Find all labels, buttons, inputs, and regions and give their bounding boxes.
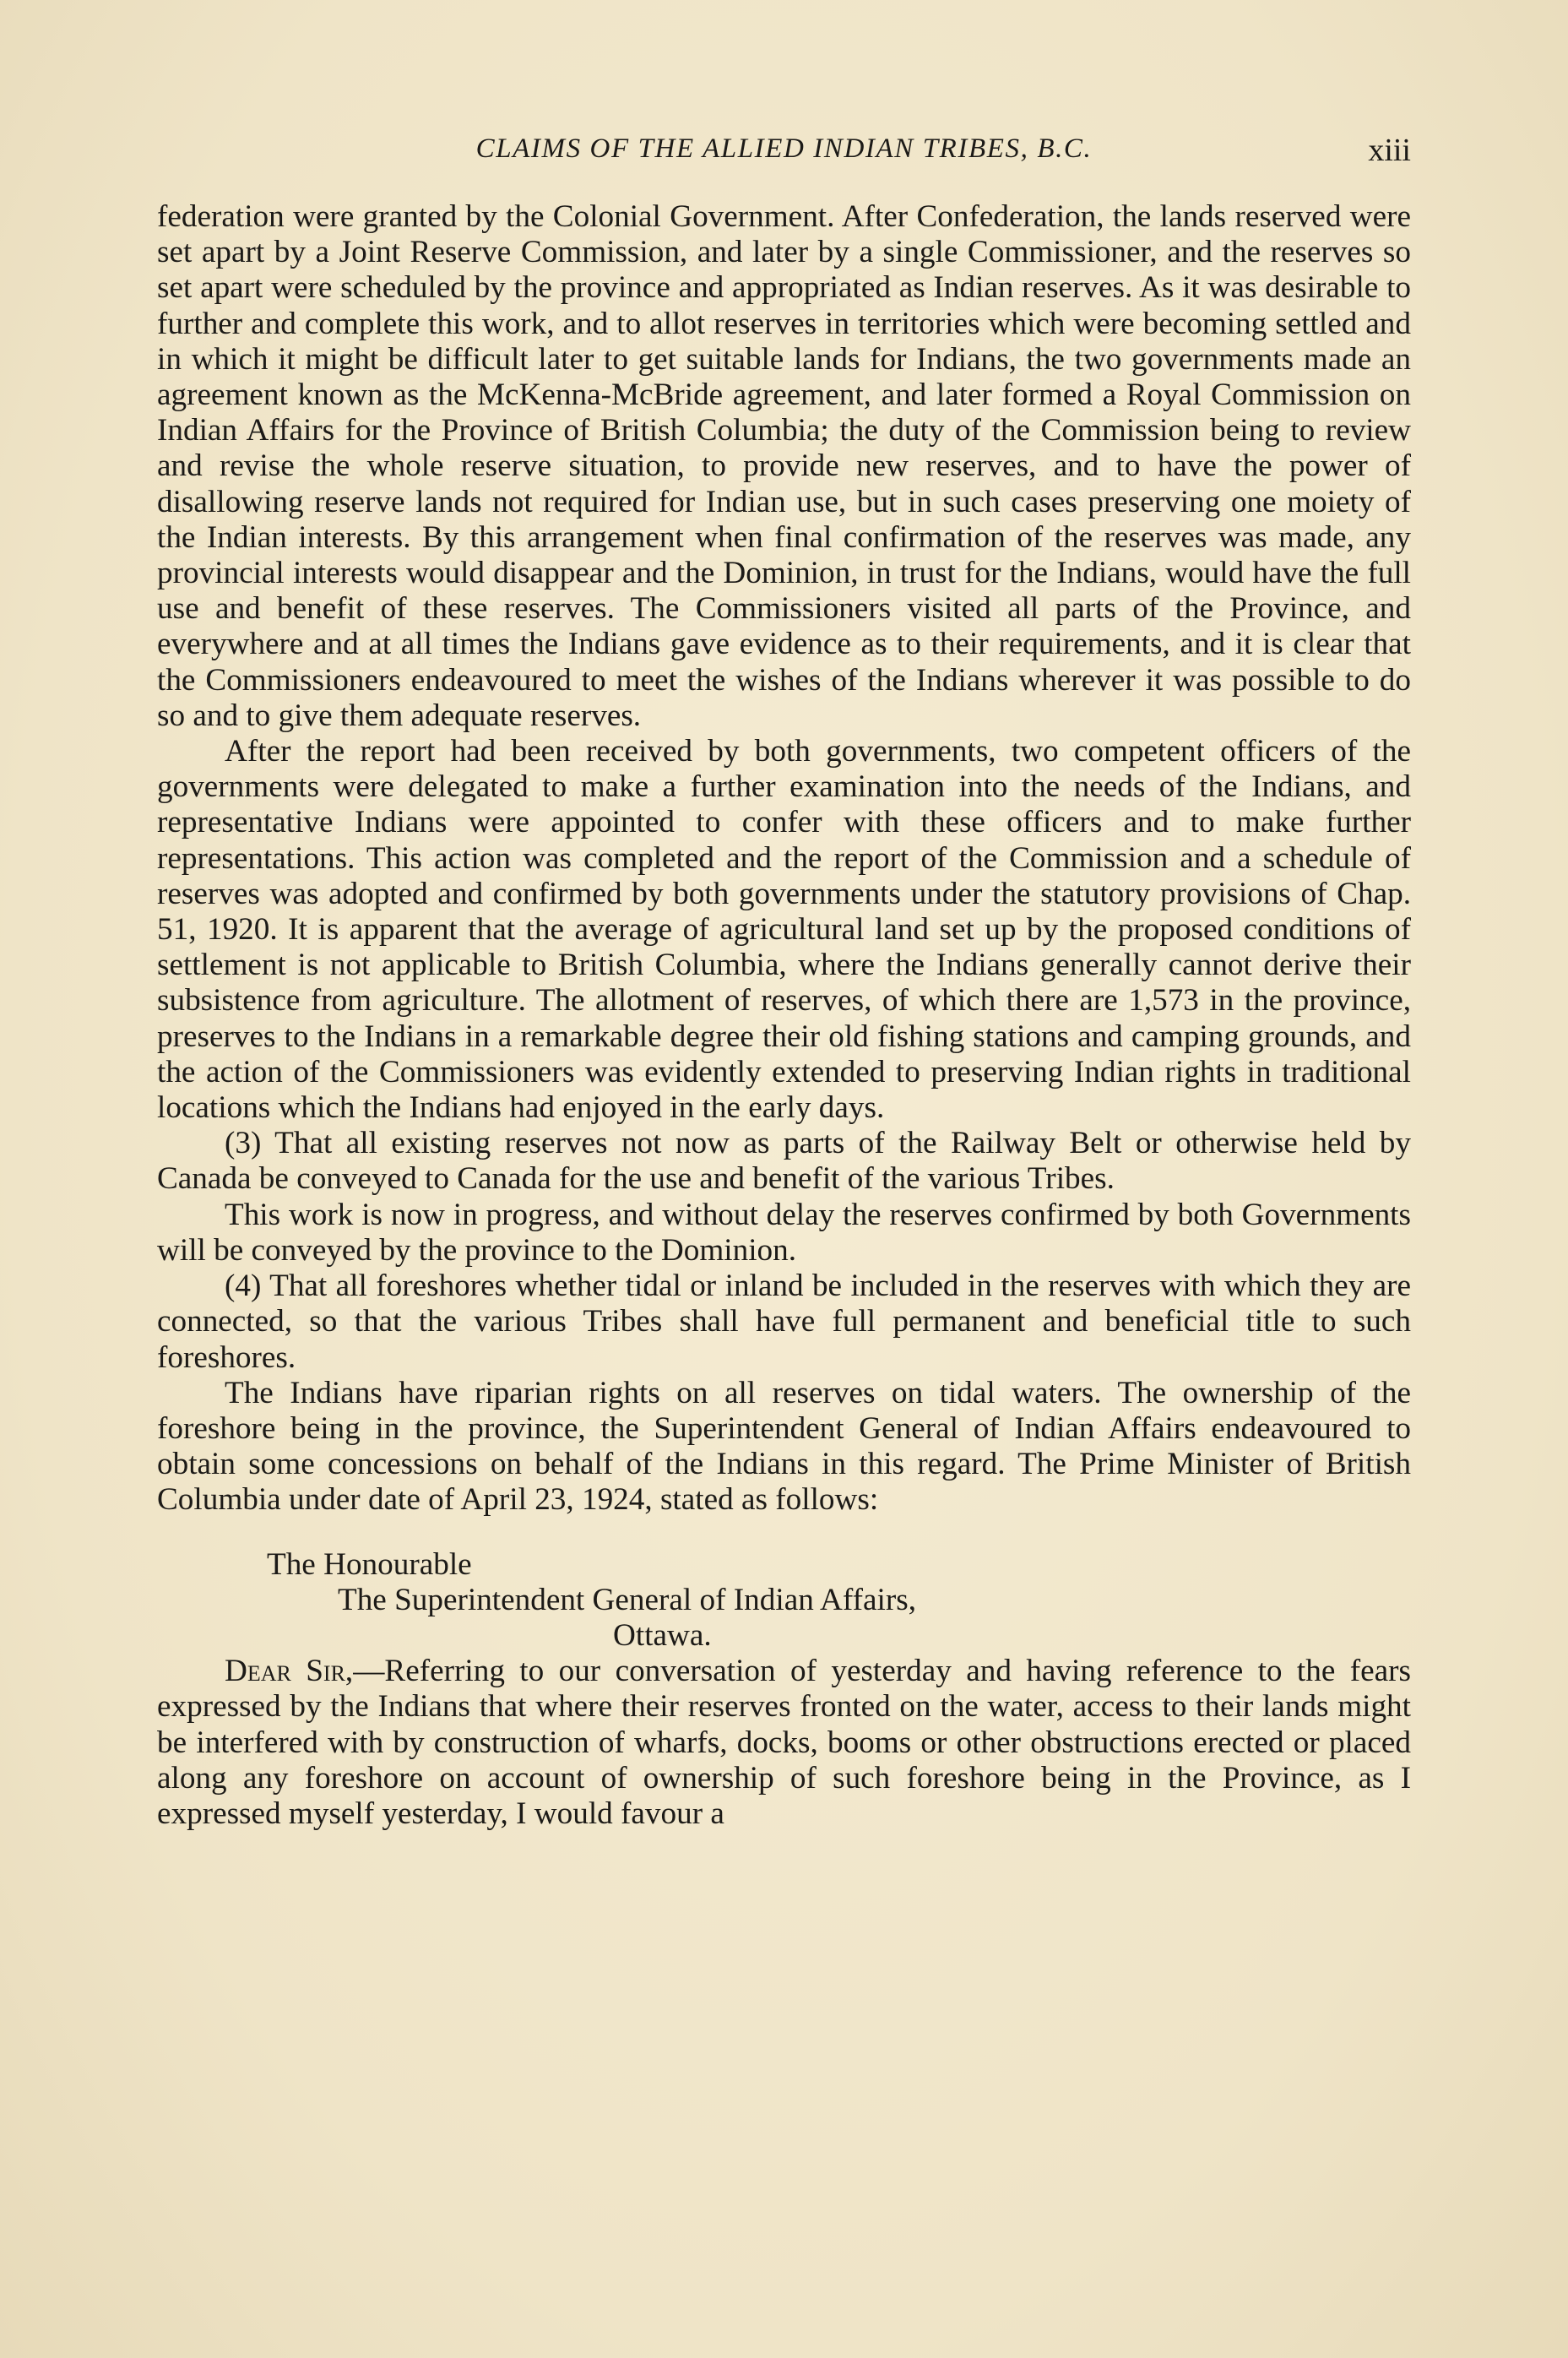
address-line: Ottawa.	[613, 1617, 712, 1653]
paragraph-continued: federation were granted by the Colonial Government. After Confederation, the lands reserved were set apart by a Joint Reserve Commission, and later by a single Commissioner, and the reserves so set apart were scheduled by the province and appropriated as Indian reserves. As it was desirable to further and complete this work, and to allot reserves in territories which were becoming settled and in which it might be difficult later to get suitable lands for Indians, the two governments made an agreement known as the McKenna-McBride agreement, and later formed a Royal Commission on Indian Affairs for the Province of British Columbia; the duty of the Commission being to review and revise the whole reserve situation, to provide new reserves, and to have the power of disallowing reserve lands not required for Indian use, but in such cases preserving one moiety of the Indian interests. By this arrangement when final confirmation of the reserves was made, any provincial interests would disappear and the Dominion, in trust for the Indians, would have the full use and benefit of these reserves. The Commissioners visited all parts of the Province, and everywhere and at all times the Indians gave evidence as to their requirements, and it is clear that the Commissioners endeavoured to meet the wishes of the Indians wherever it was possible to do so and to give them adequate reserves.	[157, 199, 1411, 733]
paragraph-riparian-rights: The Indians have riparian rights on all reserves on tidal waters. The ownership of the foreshore being in the province, the Superintendent General of Indian Affairs endeavoured to obtain some concessions on behalf of the Indians in this regard. The Prime Minister of British Columbia under date of April 23, 1924, stated as follows:	[157, 1375, 1411, 1518]
paragraph-report: After the report had been received by both governments, two competent officers of the governments were delegated to make a further examination into the needs of the Indians, and representative Indians were appointed to confer with these officers and to make further representations. This action was completed and the report of the Commission and a schedule of reserves was adopted and confirmed by both governments under the statutory provisions of Chap. 51, 1920. It is apparent that the average of agricultural land set up by the proposed conditions of settlement is not applicable to British Columbia, where the Indians generally cannot derive their subsistence from agriculture. The allotment of reserves, of which there are 1,573 in the province, preserves to the Indians in a remarkable degree their old fishing stations and camping grounds, and the action of the Commissioners was evidently extended to preserving Indian rights in traditional locations which the Indians had enjoyed in the early days.	[157, 734, 1411, 1126]
paragraph-work-in-progress: This work is now in progress, and without delay the reserves confirmed by both Governments will be conveyed by the province to the Dominion.	[157, 1197, 1411, 1268]
body-text	[157, 199, 1411, 1832]
resolution-3: (3) That all existing reserves not now as parts of the Railway Belt or otherwise held by Canada be conveyed to Canada for the use and benefit of the various Tribes.	[157, 1126, 1411, 1197]
letter-body	[157, 1654, 1411, 1832]
address-line: The Honourable	[267, 1546, 472, 1582]
address-line: The Superintendent General of Indian Affairs,	[338, 1582, 916, 1617]
letter-address	[267, 1547, 1411, 1654]
resolution-4: (4) That all foreshores whether tidal or inland be included in the reserves with which they are connected, so that the various Tribes shall have full permanent and beneficial title to such foreshores.	[157, 1269, 1411, 1375]
page-number: xiii	[1368, 133, 1411, 168]
letter-text: —Referring to our conversation of yesterday and having reference to the fears expressed by the Indians that where their reserves fronted on the water, access to their lands might be interfered with by construction of wharfs, docks, booms or other obstructions erected or placed along any foreshore on account of ownership of such foreshore being in the Province, as I expressed myself yesterday, I would favour a	[157, 1654, 1411, 1831]
page-header	[157, 133, 1411, 176]
letter-salutation: Dear Sir,	[225, 1654, 354, 1689]
running-title: CLAIMS OF THE ALLIED INDIAN TRIBES, B.C.	[475, 133, 1093, 164]
